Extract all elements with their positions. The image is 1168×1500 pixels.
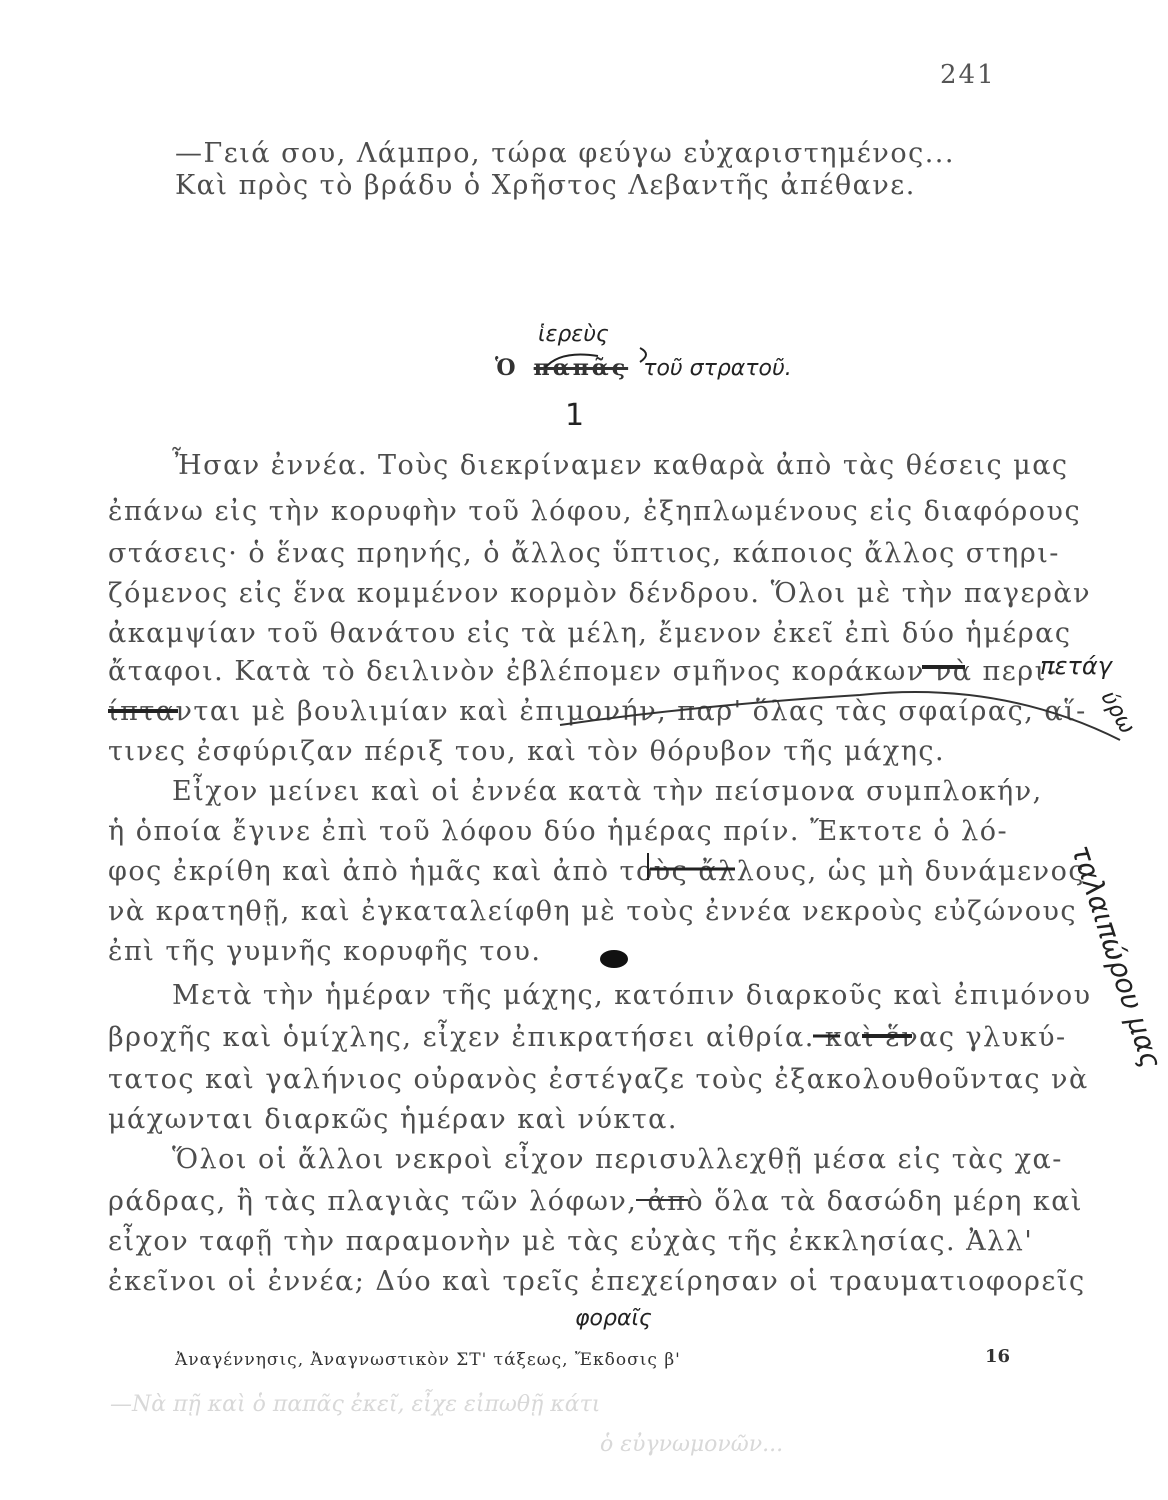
page-number: 241 [940,60,996,90]
body-line: ράδρας, ἢ τὰς πλαγιὰς τῶν λόφων, ἀπὸ ὅλα τὰ δασώδη μέρη καὶ [108,1186,1084,1217]
handwritten-insert-bottom: φοραῖς [575,1306,652,1331]
body-line: Ὅλοι οἱ ἄλλοι νεκροὶ εἶχον περισυλλεχθῇ μέσα εἰς τὰς χα- [172,1144,1063,1175]
body-line: ἡ ὁποία ἔγινε ἐπὶ τοῦ λόφου δύο ἡμέρας πρίν. Ἔκτοτε ὁ λό- [108,816,1009,847]
intro-line-1: —Γειά σου, Λάμπρο, τώρα φεύγω εὐχαριστημένος... [175,138,955,169]
body-line: ἀκαμψίαν τοῦ θανάτου εἰς τὰ μέλη, ἔμενον ἐκεῖ ἐπὶ δύο ἡμέρας [108,618,1072,649]
body-line: στάσεις· ὁ ἕνας πρηνής, ὁ ἄλλος ὕπτιος, κάποιος ἄλλος στηρι- [108,538,1060,569]
body-line: ίπτανται μὲ βουλιμίαν καὶ ἐπιμονήν, παρ' ὅλας τὰς σφαίρας, αἵ- [108,696,1087,727]
footer-text: Ἀναγέννησις, Ἀναγνωστικὸν ΣΤ' τάξεως, Ἔκδοσις β' [175,1350,681,1370]
body-line: ἐπὶ τῆς γυμνῆς κορυφῆς του. [108,936,542,967]
body-line: Εἶχον μείνει καὶ οἱ ἐννέα κατὰ τὴν πείσμονα συμπλοκήν, [172,776,1043,807]
title-struck-word: παπᾶς [533,355,629,381]
title-handwritten-rest: τοῦ στρατοῦ. [643,356,792,381]
title-article: Ὁ [495,355,519,381]
body-line: βροχῆς καὶ ὁμίχλης, εἶχεν ἐπικρατήσει αἰθρία. καὶ ἕνας γλυκύ- [108,1022,1067,1053]
bleed-through-line-1: —Νὰ πῇ καὶ ὁ παπᾶς ἐκεῖ, εἶχε εἰπωθῇ κάτι [110,1392,601,1417]
margin-mark: 1 [565,398,585,433]
body-line: ἄταφοι. Κατὰ τὸ δειλινὸν ἐβλέπομεν σμῆνος κοράκων νὰ περι- [108,656,1058,687]
body-line: νὰ κρατηθῇ, καὶ ἐγκαταλείφθη μὲ τοὺς ἐννέα νεκροὺς εὐζώνους [108,896,1078,927]
margin-note-right-1: πετάγ [1040,652,1112,680]
body-line: τινες ἐσφύριζαν πέριξ του, καὶ τὸν θόρυβον τῆς μάχης. [108,736,946,767]
intro-line-2: Καὶ πρὸς τὸ βράδυ ὁ Χρῆστος Λεβαντῆς ἀπέθανε. [175,170,916,201]
body-line: τατος καὶ γαλήνιος οὐρανὸς ἐστέγαζε τοὺς ἐξακολουθοῦντας νὰ [108,1064,1089,1095]
body-line: ἐπάνω εἰς τὴν κορυφὴν τοῦ λόφου, ἐξηπλωμένους εἰς διαφόρους [108,496,1082,527]
body-line: Ἦσαν ἐννέα. Τοὺς διεκρίναμεν καθαρὰ ἀπὸ τὰς θέσεις μας [172,450,1069,481]
body-line: Μετὰ τὴν ἡμέραν τῆς μάχης, κατόπιν διαρκοῦς καὶ ἐπιμόνου [172,980,1092,1011]
bleed-through-line-2: ὁ εὐγνωμονῶν... [600,1432,784,1457]
body-line: ἐκεῖνοι οἱ ἐννέα; Δύο καὶ τρεῖς ἐπεχείρησαν οἱ τραυματιοφορεῖς [108,1266,1086,1297]
margin-note-right-1b: ύρω [1095,686,1140,739]
title-handwritten-insert: ἱερεὺς [538,322,609,347]
body-line: εἶχον ταφῇ τὴν παραμονὴν μὲ τὰς εὐχὰς τῆς ἐκκλησίας. Ἀλλ' [108,1226,1034,1257]
body-line: ζόμενος εἰς ἕνα κομμένον κορμὸν δένδρου. Ὅλοι μὲ τὴν παγερὰν [108,578,1092,609]
margin-note-right-2: ταλαιπώρου μας [1064,840,1168,1073]
body-line: μάχωνται διαρκῶς ἡμέραν καὶ νύκτα. [108,1104,678,1135]
body-line: φος ἐκρίθη καὶ ἀπὸ ἡμᾶς καὶ ἀπὸ τοὺς ἄλλους, ὡς μὴ δυνάμενος [108,856,1085,887]
footer-number: 16 [985,1346,1011,1367]
